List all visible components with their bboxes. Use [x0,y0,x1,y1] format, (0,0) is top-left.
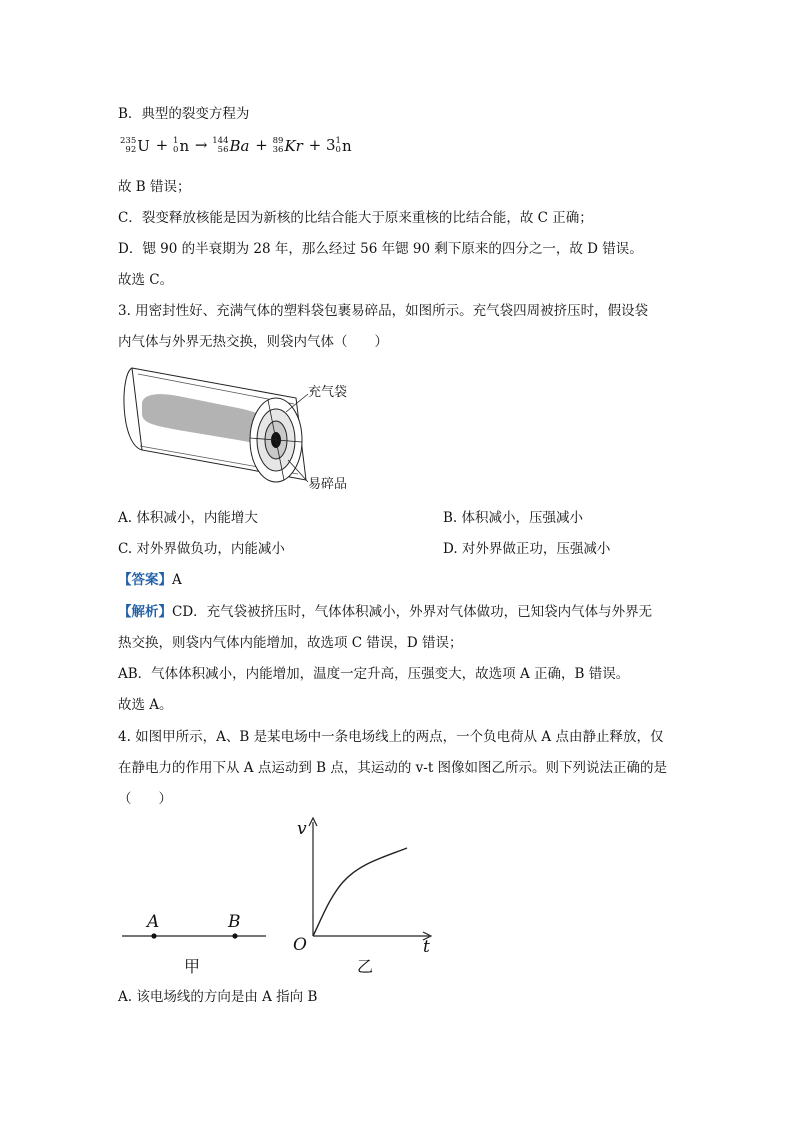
point-a-label: A [147,912,160,932]
point-b-label: B [228,912,241,932]
nuclide-kr89: 89 36 Kr [272,136,303,155]
q3-analysis-line3: AB．气体体积减小，内能增加，温度一定升高，压强变大，故选项 A 正确，B 错误。 [118,666,630,682]
plus-sign: + [155,136,169,154]
q4-stem-line1: 4. 如图甲所示，A、B 是某电场中一条电场线上的两点，一个负电荷从 A 点由静止释放，仅 [118,729,664,745]
q4-option-a: A. 该电场线的方向是由 A 指向 B [118,989,318,1005]
q3-option-c: C. 对外界做负功，内能减小 [118,541,285,557]
q3-analysis-line4: 故选 A。 [118,697,173,713]
q3-analysis-line2: 热交换，则袋内气体内能增加，故选项 C 错误，D 错误； [118,635,463,651]
axis-v-label: v [297,819,307,839]
q3-option-b: B. 体积减小，压强减小 [443,510,584,526]
nuclide-u235: 235 92 U [120,136,150,155]
label-fragile-item: 易碎品 [308,477,348,492]
analysis-text: CD．充气袋被挤压时，气体体积减小，外界对气体做功，已知袋内气体与外界无 [172,604,653,620]
nuclide-neutron: 1 0 n [173,136,190,155]
b-intro: B．典型的裂变方程为 [118,106,250,122]
vt-graph-figure-yi [285,812,445,980]
plus-sign: + [308,136,322,154]
q3-analysis-line1 [118,603,652,621]
caption-jia: 甲 [184,957,201,976]
d-line: D．锶 90 的半衰期为 28 年，那么经过 56 年锶 90 剩下原来的四分之一，故 D 错误。 [118,241,643,257]
label-air-bag: 充气袋 [308,385,348,400]
q3-answer [118,571,182,589]
origin-label: O [293,935,307,955]
q3-stem-line1: 3. 用密封性好、充满气体的塑料袋包裹易碎品，如图所示。充气袋四周被挤压时，假设袋 [118,303,649,319]
q4-stem-line3: （ ） [118,791,172,807]
point-a-dot [151,933,156,938]
analysis-tag: 【解析】 [118,604,172,620]
nuclide-neutron: 1 0 n [335,136,352,155]
c-line: C．裂变释放核能是因为新核的比结合能大于原来重核的比结合能，故 C 正确； [118,210,593,226]
q3-option-d: D. 对外界做正功，压强减小 [443,541,611,557]
choose-c-line: 故选 C。 [118,272,174,288]
q3-option-a: A. 体积减小，内能增大 [118,510,258,526]
q3-stem-line2: 内气体与外界无热交换，则袋内气体（ ） [118,334,388,350]
answer-tag: 【答案】 [118,572,172,588]
bubble-wrap-figure [118,360,368,495]
point-b-dot [232,933,237,938]
answer-value: A [172,572,182,588]
q4-stem-line2: 在静电力的作用下从 A 点运动到 B 点，其运动的 v-t 图像如图乙所示。则下列说法正确的是 [118,760,668,776]
b-wrong-line: 故 B 错误； [118,179,191,195]
vt-curve [313,848,407,936]
field-line-figure-jia [118,900,278,980]
axis-t-label: t [423,937,430,957]
neutron-coefficient: 3 [325,136,336,154]
plus-sign: + [255,136,268,154]
caption-yi: 乙 [357,957,374,976]
arrow-sign: → [194,136,208,154]
fission-equation [120,136,353,166]
nuclide-ba144: 144 56 Ba [212,136,250,155]
